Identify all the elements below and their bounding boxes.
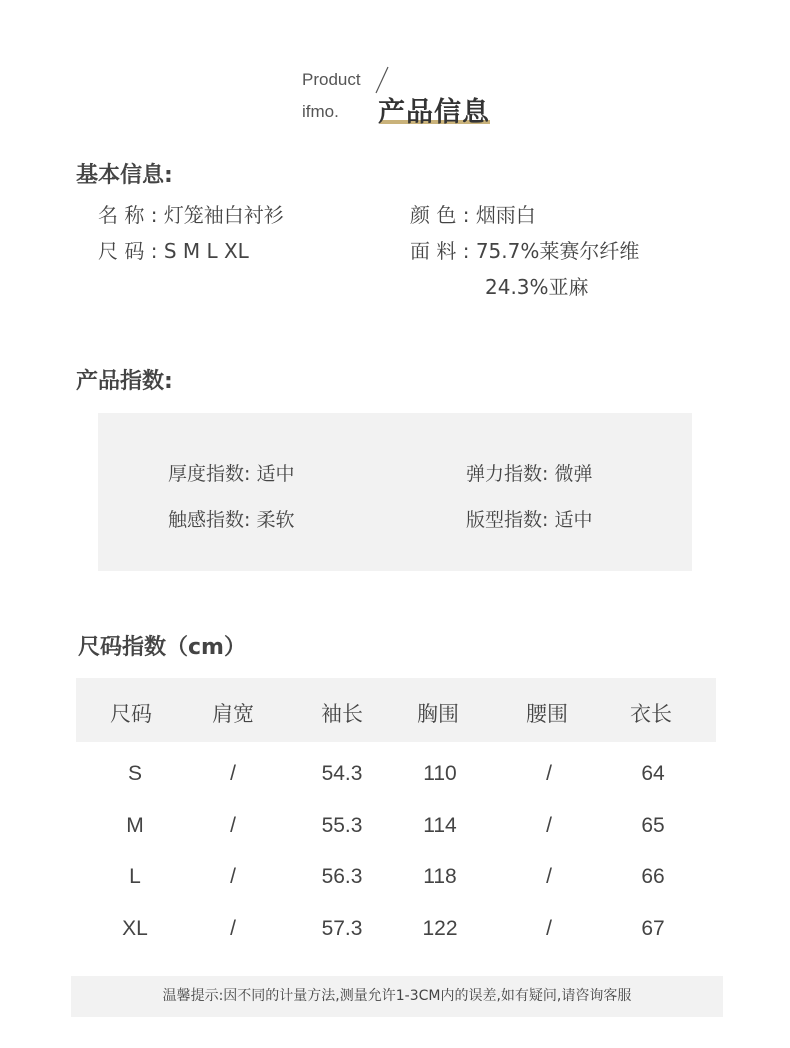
table-cell: / <box>230 762 236 785</box>
name-value: 灯笼袖白衬衫 <box>163 203 284 227</box>
table-cell: / <box>546 917 552 940</box>
header-en-line1: Product <box>302 70 361 89</box>
header-en-line2: ifmo. <box>302 102 339 121</box>
product-index-title: 产品指数: <box>76 369 173 394</box>
size-label: 尺 码 : <box>98 239 158 263</box>
table-cell: 122 <box>422 917 458 940</box>
fit-index: 版型指数: 适中 <box>466 509 593 531</box>
size-value: S M L XL <box>163 239 249 263</box>
page-title: 产品信息 <box>378 97 490 128</box>
thickness-index: 厚度指数: 适中 <box>168 463 295 485</box>
table-cell: / <box>546 814 552 837</box>
table-header-size: 尺码 <box>110 702 152 726</box>
color-row <box>410 199 536 228</box>
table-cell: 118 <box>423 865 457 888</box>
size-table-title: 尺码指数（cm） <box>78 635 246 660</box>
size-row <box>98 235 249 264</box>
table-header-waist: 腰围 <box>526 702 568 726</box>
measurement-note: 温馨提示:因不同的计量方法,测量允许1-3CM内的误差,如有疑问,请咨询客服 <box>71 976 723 1017</box>
product-index-panel <box>98 413 692 571</box>
material-row <box>410 235 639 264</box>
table-cell: 67 <box>641 917 665 940</box>
table-cell: L <box>129 865 141 888</box>
table-cell: 114 <box>423 814 457 837</box>
table-cell: 64 <box>641 762 665 785</box>
table-header-shoulder: 肩宽 <box>212 702 254 726</box>
table-cell: / <box>546 762 552 785</box>
material-value-2: 24.3%亚麻 <box>485 275 589 299</box>
table-cell: 56.3 <box>321 865 363 888</box>
table-cell: / <box>546 865 552 888</box>
table-cell: 55.3 <box>321 814 363 837</box>
name-label: 名 称 : <box>98 203 158 227</box>
color-value: 烟雨白 <box>475 203 536 227</box>
table-header-chest: 胸围 <box>417 702 459 726</box>
table-cell: 54.3 <box>321 762 363 785</box>
table-header-sleeve: 袖长 <box>321 702 363 726</box>
color-label: 颜 色 : <box>410 203 470 227</box>
table-cell: S <box>127 762 142 785</box>
table-cell: / <box>230 917 236 940</box>
material-label: 面 料 : <box>410 239 470 263</box>
table-cell: 57.3 <box>321 917 363 940</box>
name-row <box>98 199 284 228</box>
material-value-1: 75.7%莱赛尔纤维 <box>475 239 640 263</box>
table-cell: 66 <box>641 865 665 888</box>
table-cell: XL <box>122 917 148 940</box>
table-header-length: 衣长 <box>630 702 672 726</box>
table-cell: / <box>230 814 236 837</box>
table-cell: / <box>230 865 236 888</box>
table-cell: 110 <box>423 762 457 785</box>
table-cell: 65 <box>641 814 665 837</box>
touch-index: 触感指数: 柔软 <box>168 509 295 531</box>
elasticity-index: 弹力指数: 微弹 <box>466 463 593 485</box>
table-cell: M <box>126 814 144 837</box>
basic-info-title: 基本信息: <box>76 163 173 188</box>
